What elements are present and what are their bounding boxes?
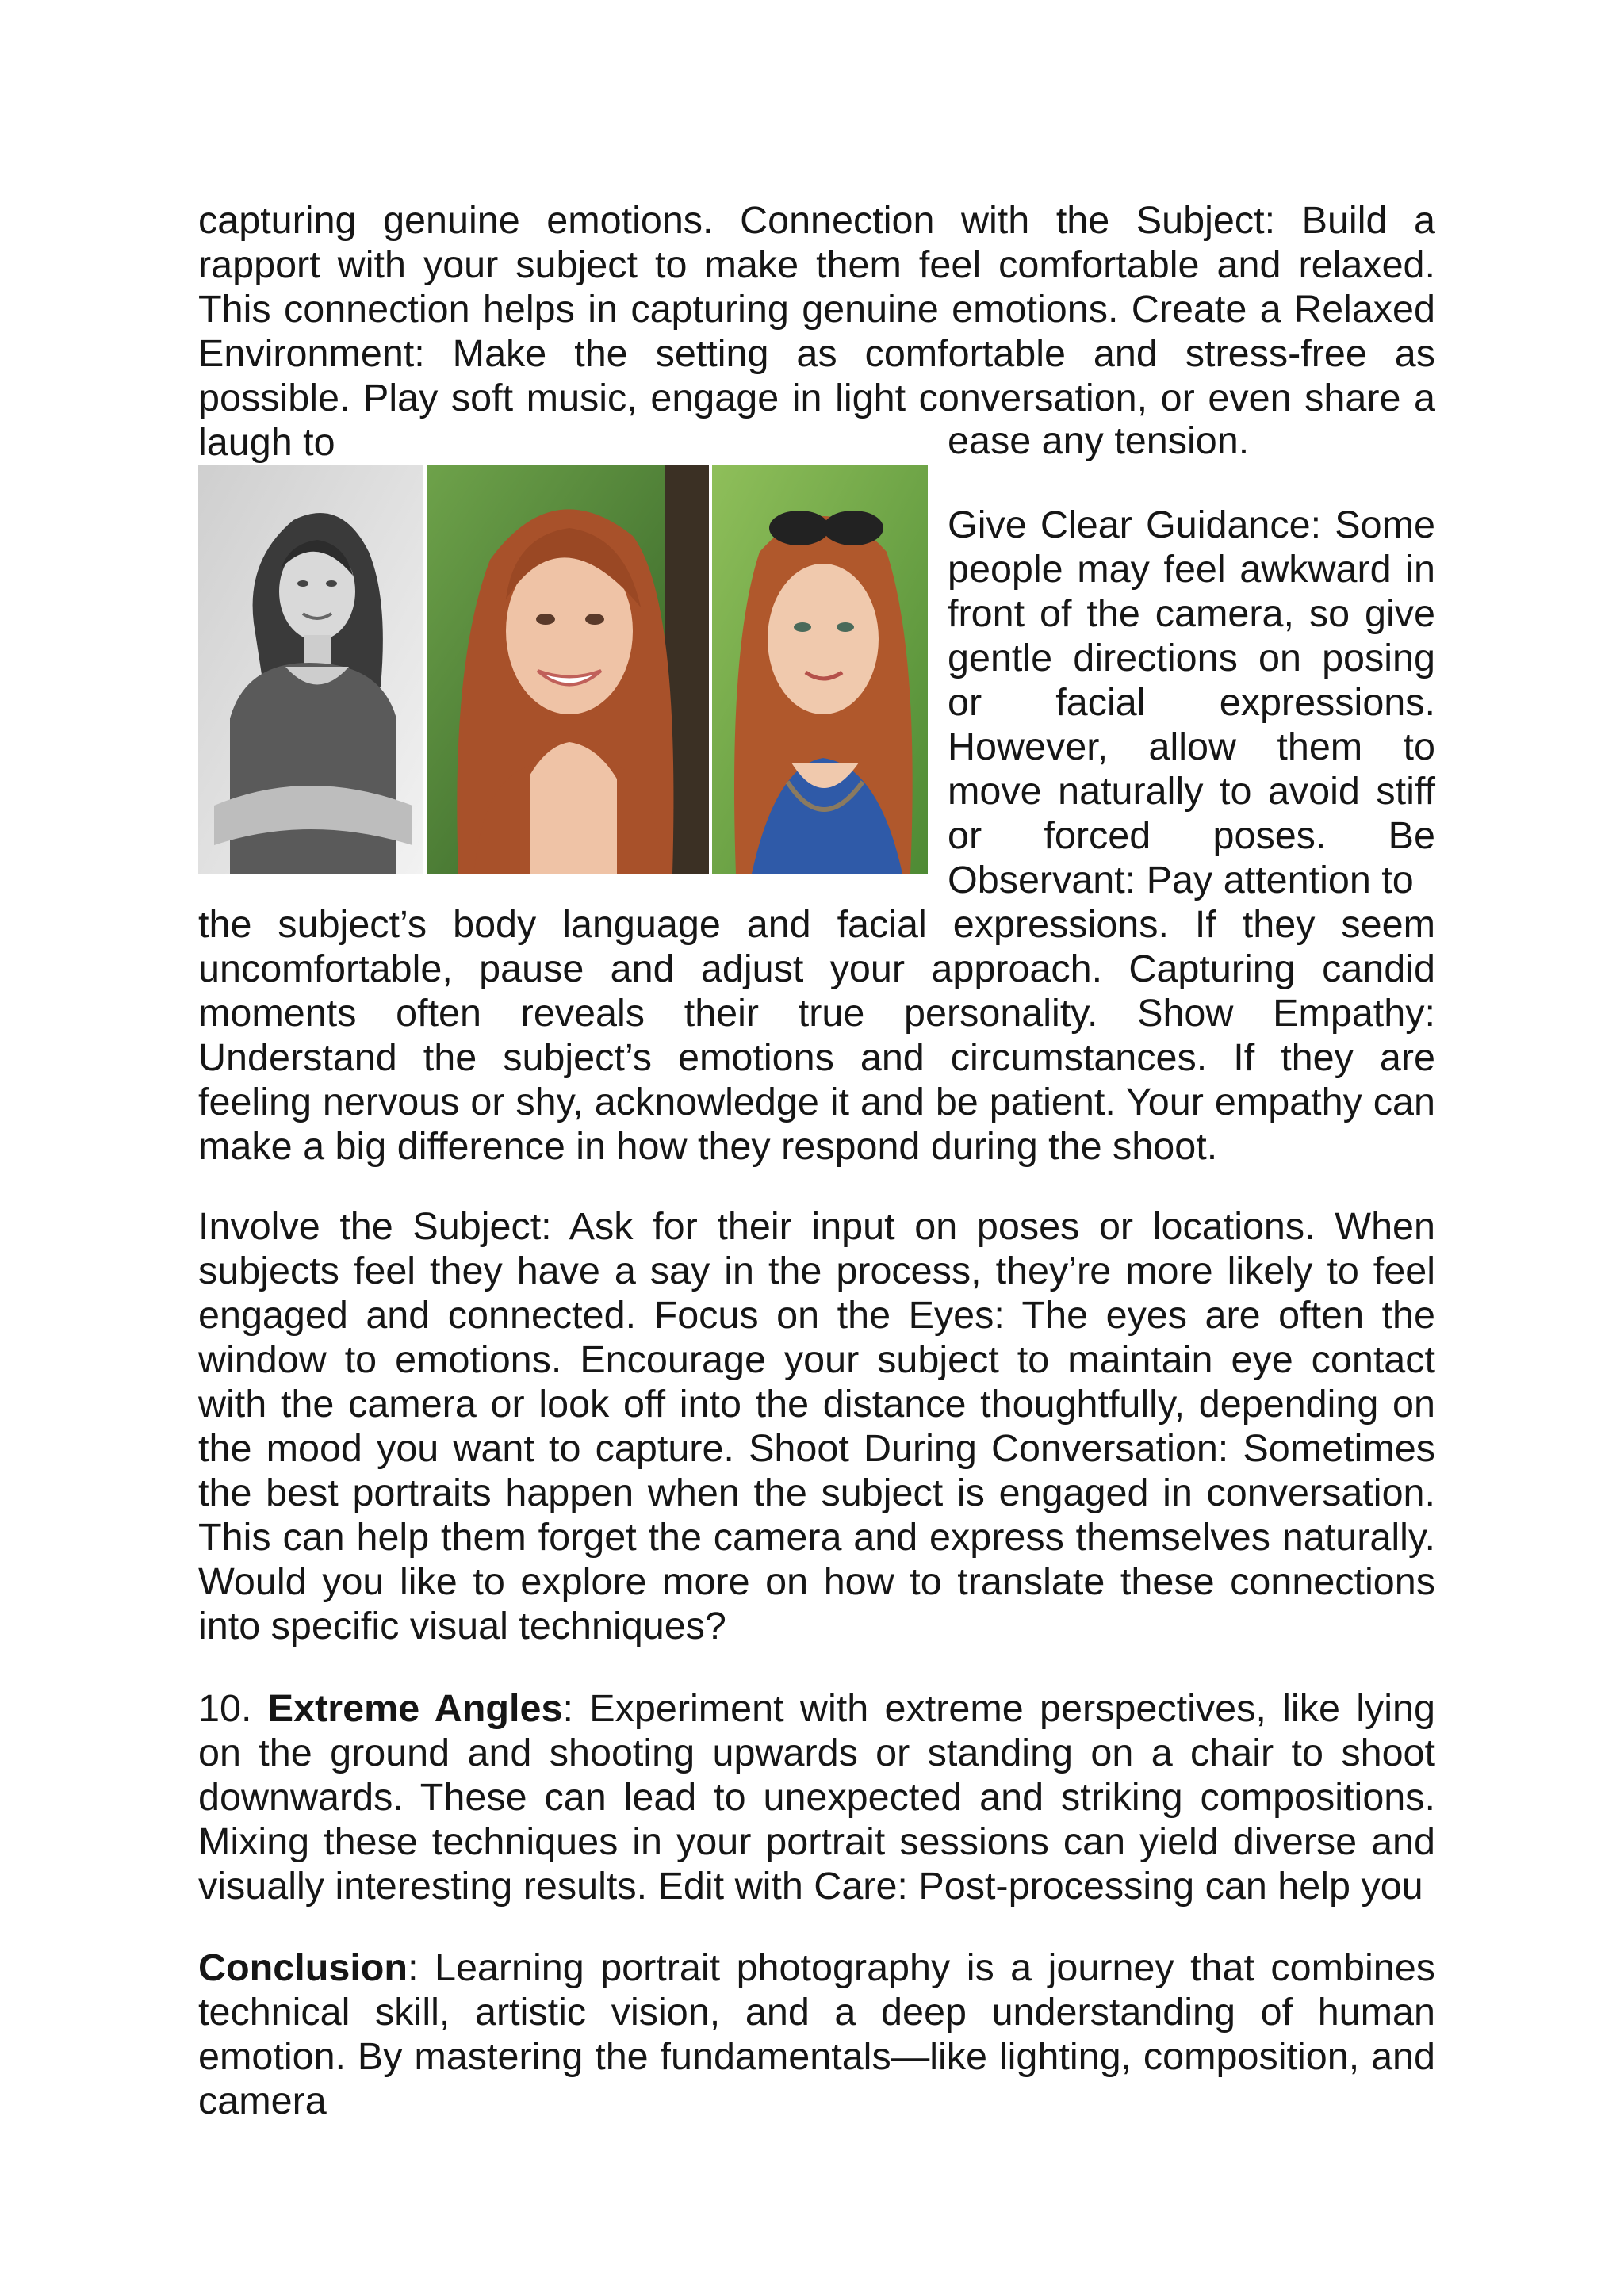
conclusion-title: Conclusion [198,1946,408,1989]
extreme-angles-number: 10. [198,1687,268,1730]
intro-paragraph-tail: ease any tension. [948,419,1250,462]
extreme-angles-title: Extreme Angles [267,1687,563,1730]
conclusion-text: : Learning portrait photography is a journey that combines technical skill, artistic vision, and a deep understanding of human emotion. By mastering the fundamentals—like lighting, composition, and camera [198,1946,1435,2122]
extreme-angles-paragraph [198,1686,1435,1908]
extreme-angles-text: : Experiment with extreme perspectives, like lying on the ground and shooting upwards or standing on a chair to shoot downwards. These can lead to unexpected and striking compositions. Mixing these techniques in your portrait sessions can yield diverse and visually interesting results. Edit with Care: Post-processing can help you [198,1687,1436,1908]
wrap-paragraph: the subject’s body language and facial expressions. If they seem uncomfortable, pause and adjust your approach. Capturing candid moments often reveals their true personality. Show Empathy: Understand the subject’s emotions and circumstances. If they are feeling nervous or shy, acknowledge it and be patient. Your empathy can make a big difference in how they respond during the shoot. [198,903,1435,1168]
intro-paragraph: capturing genuine emotions. Connection with the Subject: Build a rapport with your subject to make them feel comfortable and relaxed. This connection helps in capturing genuine emotions. Create a Relaxed Environment: Make the setting as comfortable and stress-free as possible. Play soft music, engage in light conversation, or even share a laugh to [198,199,1435,464]
conclusion-paragraph [198,1946,1435,2123]
portrait-photo-sunglasses [712,465,928,874]
portrait-photo-smiling [427,465,709,874]
side-paragraph: Give Clear Guidance: Some people may feel awkward in front of the camera, so give gentle directions on posing or facial expressions. However, allow them to move naturally to avoid stiff or forced poses. Be Observant: Pay attention to [948,503,1435,901]
involve-paragraph: Involve the Subject: Ask for their input on poses or locations. When subjects feel they have a say in the process, they’re more likely to feel engaged and connected. Focus on the Eyes: The eyes are often the window to emotions. Encourage your subject to maintain eye contact with the camera or look off into the distance thoughtfully, depending on the mood you want to capture. Shoot During Conversation: Sometimes the best portraits happen when the subject is engaged in conversation. This can help them forget the camera and express themselves naturally. Would you like to explore more on how to translate these connections into specific visual techniques? [198,1205,1435,1647]
portrait-photo-bw [198,465,423,874]
portrait-photo-strip [198,465,928,874]
